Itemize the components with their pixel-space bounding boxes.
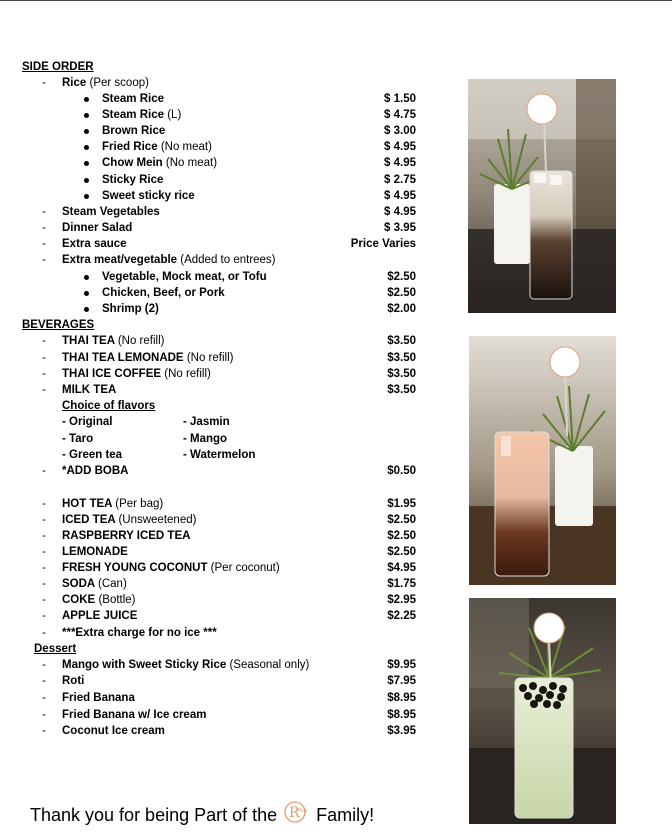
list-item: APPLE JUICE xyxy=(62,610,138,622)
list-dash: - xyxy=(42,498,46,510)
list-item: Steam Rice xyxy=(102,93,165,105)
item-price: $2.50 xyxy=(387,546,416,558)
dessert-heading: Dessert xyxy=(34,643,77,655)
flavor-item: - Original xyxy=(62,416,113,428)
bullet-icon xyxy=(84,291,89,296)
list-dash: - xyxy=(42,594,46,606)
item-price: $8.95 xyxy=(387,692,416,704)
item-price: $ 4.75 xyxy=(384,109,416,121)
bullet-icon xyxy=(84,97,89,102)
list-item: SODA (Can) xyxy=(62,578,127,590)
list-dash: - xyxy=(42,675,46,687)
no-ice-note: ***Extra charge for no ice *** xyxy=(62,627,217,639)
bullet-icon xyxy=(84,178,89,183)
list-item: THAI ICE COFFEE (No refill) xyxy=(62,368,211,380)
list-item: Chow Mein (No meat) xyxy=(102,157,218,169)
svg-text:R: R xyxy=(289,805,300,821)
list-item: HOT TEA (Per bag) xyxy=(62,498,164,510)
list-item: Fried Banana w/ Ice cream xyxy=(62,709,207,721)
item-price: $ 4.95 xyxy=(384,206,416,218)
item-price: $9.95 xyxy=(387,659,416,671)
list-dash: - xyxy=(42,562,46,574)
list-item: Dinner Salad xyxy=(62,222,133,234)
item-price: $3.50 xyxy=(387,384,416,396)
list-item: Fried Rice (No meat) xyxy=(102,141,212,153)
item-price: $2.50 xyxy=(387,530,416,542)
item-price: $ 2.75 xyxy=(384,174,416,186)
flavor-item: - Taro xyxy=(62,433,94,445)
list-item: Vegetable, Mock meat, or Tofu xyxy=(102,271,267,283)
list-dash: - xyxy=(42,578,46,590)
bullet-icon xyxy=(84,194,89,199)
list-item: Mango with Sweet Sticky Rice (Seasonal only) xyxy=(62,659,310,671)
item-price: $1.95 xyxy=(387,498,416,510)
list-item: Coconut Ice cream xyxy=(62,725,165,737)
item-price: $3.95 xyxy=(387,725,416,737)
flavor-item: - Watermelon xyxy=(183,449,256,461)
list-dash: - xyxy=(42,352,46,364)
bullet-icon xyxy=(84,161,89,166)
list-dash: - xyxy=(42,514,46,526)
item-price: $8.95 xyxy=(387,709,416,721)
item-price: $ 3.95 xyxy=(384,222,416,234)
item-price: $2.50 xyxy=(387,271,416,283)
list-dash: - xyxy=(42,384,46,396)
item-price: $2.50 xyxy=(387,287,416,299)
list-item: ICED TEA (Unsweetened) xyxy=(62,514,197,526)
rice-label: Rice (Per scoop) xyxy=(62,77,149,89)
list-item: Extra sauce xyxy=(62,238,127,250)
list-dash: - xyxy=(42,335,46,347)
list-item: Chicken, Beef, or Pork xyxy=(102,287,225,299)
list-dash: - xyxy=(42,465,46,477)
thai-ice-coffee-photo xyxy=(468,79,616,313)
list-item: THAI TEA (No refill) xyxy=(62,335,165,347)
list-item: Steam Rice (L) xyxy=(102,109,182,121)
item-price: Price Varies xyxy=(350,238,416,250)
top-border xyxy=(0,0,672,1)
list-item: Shrimp (2) xyxy=(102,303,159,315)
flavor-item: - Green tea xyxy=(62,449,123,461)
list-dash: - xyxy=(42,254,46,266)
list-dash: - xyxy=(42,368,46,380)
item-price: $ 4.95 xyxy=(384,190,416,202)
item-price: $ 1.50 xyxy=(384,93,416,105)
extra-label: Extra meat/vegetable (Added to entrees) xyxy=(62,254,276,266)
green-milk-tea-photo xyxy=(469,598,616,824)
list-dash: - xyxy=(42,627,46,639)
list-item: THAI TEA LEMONADE (No refill) xyxy=(62,352,234,364)
logo-icon xyxy=(282,800,316,832)
list-item: Fried Banana xyxy=(62,692,135,704)
flavor-item: - Mango xyxy=(183,433,228,445)
item-price: $2.95 xyxy=(387,594,416,606)
list-item: Sticky Rice xyxy=(102,174,164,186)
list-item: MILK TEA xyxy=(62,384,117,396)
thai-tea-photo xyxy=(469,336,616,585)
item-price: $3.50 xyxy=(387,352,416,364)
list-dash: - xyxy=(42,206,46,218)
list-item: LEMONADE xyxy=(62,546,128,558)
list-dash: - xyxy=(42,610,46,622)
list-item: *ADD BOBA xyxy=(62,465,129,477)
beverages-heading: BEVERAGES xyxy=(22,319,95,331)
bullet-icon xyxy=(84,145,89,150)
side-order-heading: SIDE ORDER xyxy=(22,61,94,73)
bullet-icon xyxy=(84,129,89,134)
item-price: $0.50 xyxy=(387,465,416,477)
footer-text-before: Thank you for being Part of the xyxy=(30,804,278,825)
list-dash: - xyxy=(42,546,46,558)
list-dash: - xyxy=(42,77,46,89)
item-price: $3.50 xyxy=(387,335,416,347)
list-item: COKE (Bottle) xyxy=(62,594,136,606)
list-dash: - xyxy=(42,709,46,721)
list-dash: - xyxy=(42,725,46,737)
list-dash: - xyxy=(42,530,46,542)
bullet-icon xyxy=(84,275,89,280)
item-price: $1.75 xyxy=(387,578,416,590)
list-dash: - xyxy=(42,238,46,250)
item-price: $2.00 xyxy=(387,303,416,315)
list-dash: - xyxy=(42,222,46,234)
bullet-icon xyxy=(84,113,89,118)
item-price: $2.25 xyxy=(387,610,416,622)
list-item: Sweet sticky rice xyxy=(102,190,195,202)
item-price: $2.50 xyxy=(387,514,416,526)
list-item: FRESH YOUNG COCONUT (Per coconut) xyxy=(62,562,280,574)
list-item: Brown Rice xyxy=(102,125,166,137)
flavors-heading: Choice of flavors xyxy=(62,400,156,412)
bullet-icon xyxy=(84,307,89,312)
item-price: $7.95 xyxy=(387,675,416,687)
footer-text-after: Family! xyxy=(316,804,375,825)
list-item: RASPBERRY ICED TEA xyxy=(62,530,191,542)
flavor-item: - Jasmin xyxy=(183,416,230,428)
item-price: $ 4.95 xyxy=(384,157,416,169)
list-item: Roti xyxy=(62,675,85,687)
footer-thank-you xyxy=(30,800,374,832)
item-price: $3.50 xyxy=(387,368,416,380)
item-price: $ 3.00 xyxy=(384,125,416,137)
list-item: Steam Vegetables xyxy=(62,206,160,218)
svg-text:Thai: Thai xyxy=(297,808,308,814)
list-dash: - xyxy=(42,659,46,671)
list-dash: - xyxy=(42,692,46,704)
item-price: $4.95 xyxy=(387,562,416,574)
item-price: $ 4.95 xyxy=(384,141,416,153)
